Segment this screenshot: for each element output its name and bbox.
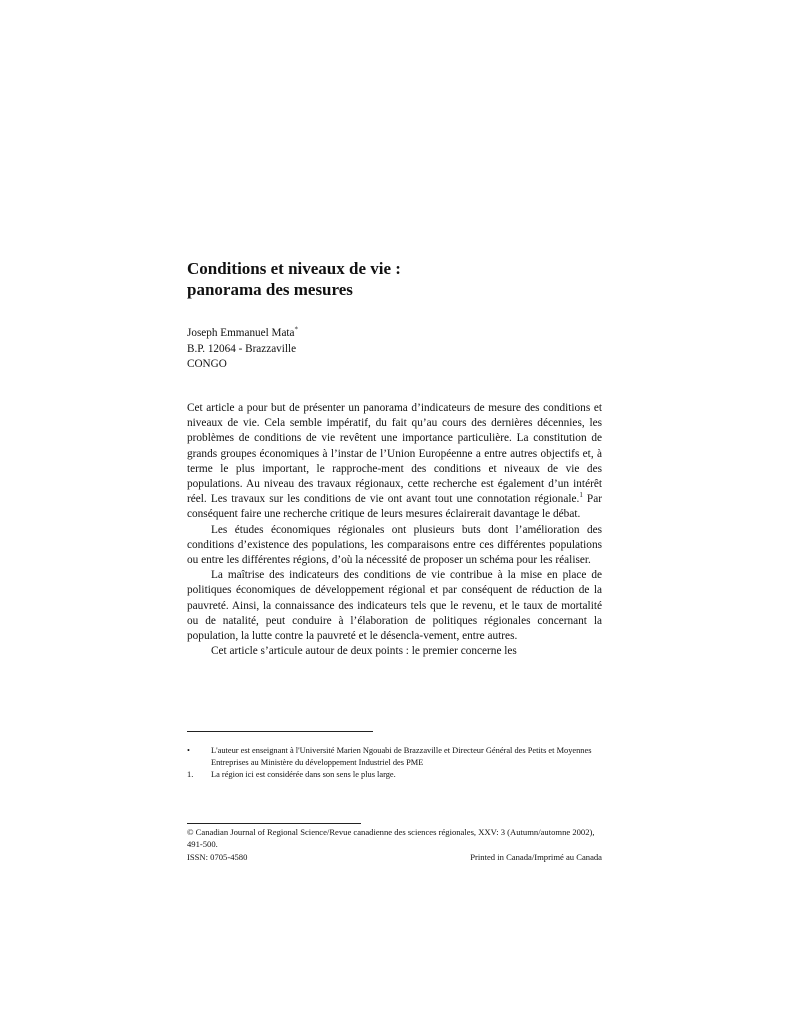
author-name: Joseph Emmanuel Mata — [187, 327, 295, 339]
journal-footer — [187, 826, 602, 863]
author-country: CONGO — [187, 358, 227, 370]
issn: ISSN: 0705-4580 — [187, 851, 248, 862]
footnote-text: La région ici est considérée dans son sens le plus large. — [211, 770, 396, 779]
paragraph-4: Cet article s’articule autour de deux points : le premier concerne les — [211, 645, 517, 658]
article-page — [187, 0, 602, 1024]
footer-bottom-row — [187, 851, 602, 863]
footnote-ref-1: 1 — [579, 491, 583, 500]
paragraph-1 — [187, 401, 602, 523]
footnote-mark: 1. — [187, 770, 194, 779]
footer-divider — [187, 823, 361, 824]
footnotes — [187, 745, 602, 781]
paragraph-2: Les études économiques régionales ont plusieurs buts dont l’amélioration des conditions d’existence des populations, les comparaisons entre ces différentes populations ou entre les différentes régions, d’où la nécessité de proposer un schéma pour les réaliser. — [187, 523, 602, 567]
author-footnote-mark: * — [294, 325, 298, 334]
title-line-1: Conditions et niveaux de vie : — [187, 259, 401, 278]
author-name-line — [187, 326, 602, 342]
author-address: B.P. 12064 - Brazzaville — [187, 342, 297, 355]
journal-citation: © Canadian Journal of Regional Science/Revue canadienne des sciences régionales, XXV: 3 (Autumn/automne 2002), 491-500. — [187, 827, 595, 850]
article-title — [187, 258, 602, 300]
paragraph-1-text: Cet article a pour but de présenter un panorama d’indicateurs de mesure des conditions et niveaux de vie. Cela semble impératif, du fait qu’au cours des dernières décennies, les problèmes de conditions de vie revêtent une importance particulière. La constitution de grands groupes économiques à l’instar de l’Union Européenne a entre autres objectifs et, à terme le plus important, le rapproche-ment des conditions et niveaux de vie des populations. Au niveau des travaux régionaux, cette recherche est également d’un intérêt réel. Les travaux sur les conditions de vie ont avant tout une connotation régionale. — [187, 402, 602, 506]
footnote-author — [187, 745, 602, 769]
footnote-text: L'auteur est enseignant à l'Université Marien Ngouabi de Brazzaville et Directeur Général des Petits et Moyennes Entreprises au Ministère du développement Industriel des PME — [211, 746, 592, 767]
printed-in: Printed in Canada/Imprimé au Canada — [470, 851, 602, 862]
footnote-divider — [187, 731, 373, 732]
paragraph-3: La maîtrise des indicateurs des conditions de vie contribue à la mise en place de politiques économiques de développement régional et par conséquent de réduction de la pauvreté. Ainsi, la connaissance des indicateurs tels que le revenu, et le taux de mortalité ou de natalité, peut conduire à l’élaboration de politiques régionales concernant la population, la lutte contre la pauvreté et le désencla-vement, entre autres. — [187, 569, 602, 643]
author-block — [187, 326, 602, 373]
footnote-mark: • — [187, 746, 190, 755]
title-line-2: panorama des mesures — [187, 280, 353, 299]
paragraph-1-text-cont: Par conséquent faire une recherche critique de leurs mesures éclairerait davantage le débat. — [187, 493, 602, 521]
article-body — [187, 401, 602, 659]
footnote-1 — [187, 769, 602, 781]
